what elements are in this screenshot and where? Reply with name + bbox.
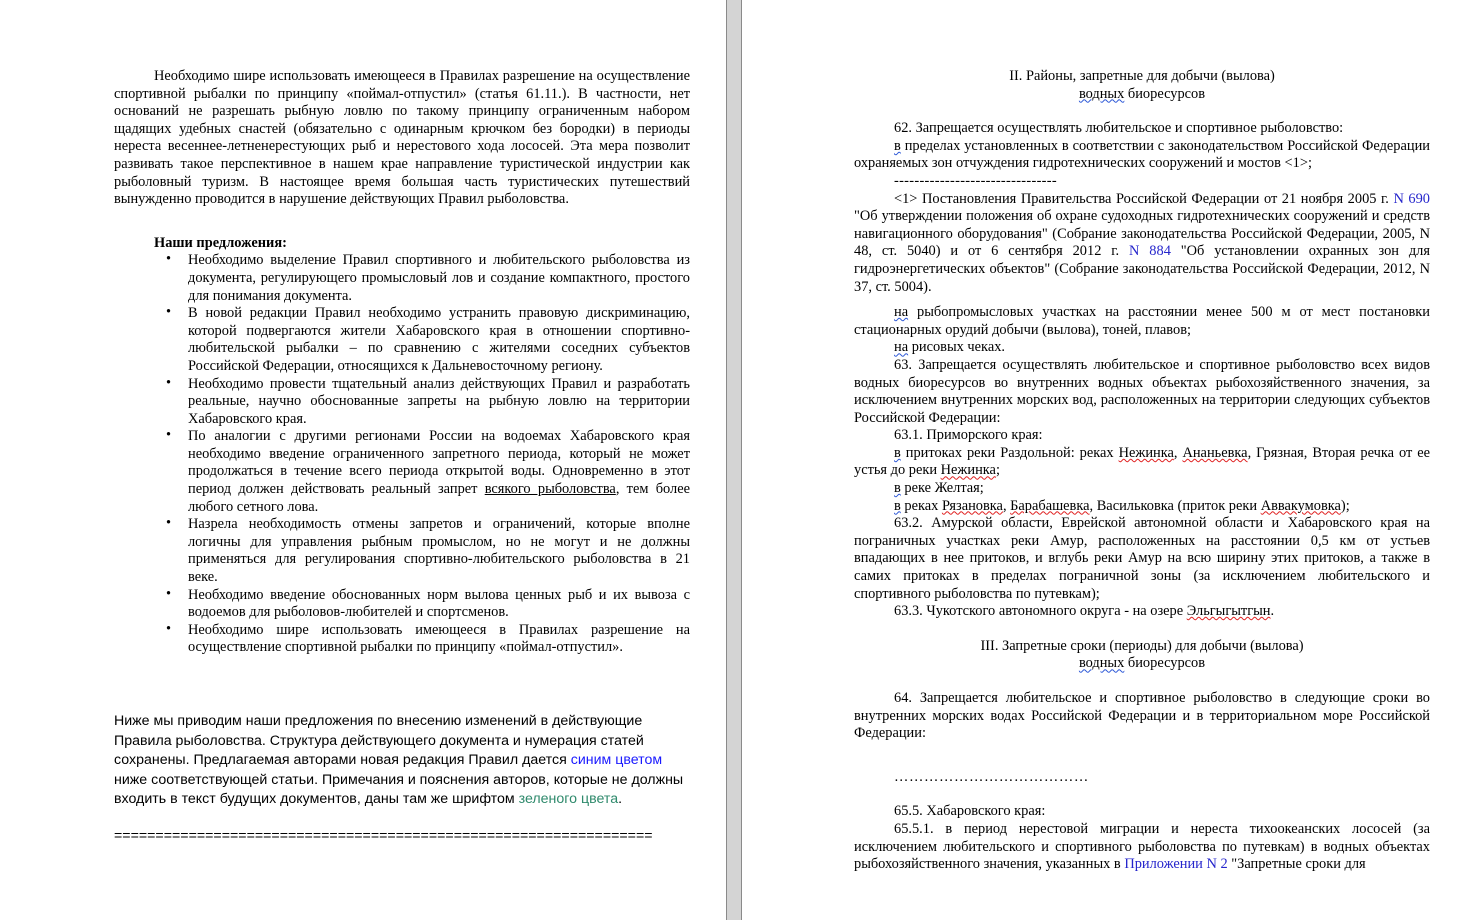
heading-text: биоресурсов xyxy=(1124,655,1206,672)
list-item-text: По аналогии с другими регионами России на водоемах Хабаровского края необходимо введение ограниченного запретного периода, который не может продолжаться в течение всего периода открытой воды. Одновременно в этот период должен действовать реальный запрет xyxy=(188,428,690,498)
item-63-1a xyxy=(854,445,1430,480)
item-63-1b xyxy=(854,480,1430,498)
heading-section-2-line2 xyxy=(854,86,1430,104)
spacer xyxy=(114,209,690,235)
blue-phrase: синим цветом xyxy=(570,752,663,769)
text: 65.5.1. в период нерестовой миграции и нереста тихоокеанских лососей (за исключением любительского и спортивного рыболовства по путевкам) в водных объектах рыбохозяйственного значения, указанных в xyxy=(854,820,1430,873)
item-63-1: 63.1. Приморского края: xyxy=(894,427,1043,444)
item-65-5: 65.5. Хабаровского края: xyxy=(894,803,1046,820)
text: , xyxy=(1173,444,1183,461)
spellcheck-word: в xyxy=(894,480,901,497)
spellcheck-word: водных xyxy=(1078,655,1125,672)
item-62a xyxy=(854,138,1430,173)
spellcheck-word: на xyxy=(894,304,909,321)
item-62c-text: рисовых чеках. xyxy=(908,339,1006,356)
page-left xyxy=(0,0,726,920)
intro-paragraph: Необходимо шире использовать имеющееся в Правилах разрешение на осуществление спортивной рыбалки по принципу «поймал-отпустил» (статья 61.11.). В частности, нет оснований не разрешать рыбную ловлю по такому принципу ограниченным набором щадящих удебных снастей (обязательно с одинарным крючком без бородки) в периоды нереста весеннее-летненерестующих рыб и нерестового хода лососей. Эта мера позволит развивать такое перспективное в нашем крае направление туристической индустрии как рыболовный туризм. В настоящее время большая часть туристических путешествий вынужденно проводится в нарушение действующих Правил рыболовства. xyxy=(114,68,690,208)
item-62: 62. Запрещается осуществлять любительское и спортивное рыболовство: xyxy=(894,120,1344,137)
text: , Грязная, Вторая речка от ее устья до реки xyxy=(854,444,1431,479)
separator-rule: ================================================================= xyxy=(114,827,653,844)
item-63-2: 63.2. Амурской области, Еврейской автономной области и Хабаровского края на пограничных участках реки Амур, расположенных на расстоянии 0,5 км от устьев впадающих в нее притоков, и вглубь реки Амур на всю ширину этих притоков, а также в самих притоках в пределах пограничной зоны (за исключением любительского и спортивного рыболовства по путевкам); xyxy=(854,515,1430,602)
spacer xyxy=(114,657,690,695)
green-phrase: зеленого цвета xyxy=(518,791,619,808)
spellcheck-word: водных xyxy=(1078,85,1125,102)
list-item: • В новой редакции Правил необходимо устранить правовую дискриминацию, которой подвергаются жители Хабаровского края в отношении спортивно-любительской рыбалки – по сравнению с жителями соседних субъектов Российской Федерации, относящихся к Дальневосточному региону. xyxy=(188,305,690,375)
link-n884[interactable]: N 884 xyxy=(1129,243,1171,260)
footnote-part1: <1> Постановления Правительства Российской Федерации от 21 ноября 2005 г. xyxy=(894,190,1394,207)
footnote-divider: -------------------------------- xyxy=(894,172,1057,189)
spellcheck-word: Нежинка xyxy=(940,462,996,479)
list-item: • Необходимо шире использовать имеющееся в Правилах разрешение на осуществление спортивной рыбалки по принципу «поймал-отпустил». xyxy=(188,622,690,657)
page-right xyxy=(742,0,1460,920)
footnote-1 xyxy=(854,191,1430,297)
item-63-3 xyxy=(854,603,1430,621)
spellcheck-word: в xyxy=(894,497,901,514)
item-63: 63. Запрещается осуществлять любительское и спортивное рыболовство всех видов водных биоресурсов во внутренних водных объектах рыбохозяйственного значения, за исключением внутренних морских вод, расположенных на территории следующих субъектов Российской Федерации: xyxy=(854,356,1430,426)
heading-text: биоресурсов xyxy=(1124,85,1206,102)
closing-note xyxy=(114,712,690,810)
proposals-heading: Наши предложения: xyxy=(154,234,287,251)
spacer xyxy=(114,810,690,827)
closing-note-part2: ниже соответствующей статьи. Примечания и пояснения авторов, которые не должны входить в текст будущих документов, даны там же шрифтом xyxy=(114,771,684,808)
underlined-phrase: всякого рыболовства xyxy=(484,481,616,498)
heading-section-3-line1: III. Запретные сроки (периоды) для добычи (вылова) xyxy=(980,637,1304,654)
heading-section-3-line2 xyxy=(854,655,1430,673)
list-item: • Назрела необходимость отмены запретов и ограничений, которые вполне логичны для управления рыбным промыслом, но не могут и не должны применяться для регулирования спортивно-любительского рыболовства в 21 веке. xyxy=(188,516,690,586)
spellcheck-word: в xyxy=(894,137,901,154)
footnote-part2: "Об утверждении положения об охране судоходных гидротехнических сооружений и средств навигационного оборудования" (Собрание законодательства Российской Федерации, 2005, N 48, ст. 5040) и от 6 сентября 2012 г. xyxy=(854,208,1430,260)
text: . xyxy=(1270,603,1275,620)
list-item-tail: , тем более любого сетного лова. xyxy=(188,481,690,515)
spellcheck-word: на xyxy=(894,339,909,356)
spellcheck-word: Рязановка xyxy=(941,497,1003,514)
link-n690[interactable]: N 690 xyxy=(1393,190,1431,207)
page-gutter xyxy=(726,0,742,920)
spacer xyxy=(114,695,690,712)
text: притоках реки Раздольной: реках xyxy=(900,444,1119,461)
text: , Васильковка (приток реки xyxy=(1089,497,1261,514)
spellcheck-word: в xyxy=(894,444,901,461)
spellcheck-word: Ананьевка xyxy=(1182,444,1248,461)
footnote-part3: "Об установлении охранных зон для гидроэнергетических объектов" (Собрание законодательства Российской Федерации, 2012, N 37, ст. 5004). xyxy=(854,243,1430,295)
spacer xyxy=(854,786,1430,803)
proposals-list xyxy=(114,252,690,657)
text: ); xyxy=(1340,497,1350,514)
spacer xyxy=(854,673,1430,690)
text: ; xyxy=(995,462,1000,479)
closing-note-part3: . xyxy=(618,791,623,808)
item-65-5-1 xyxy=(854,821,1430,874)
spellcheck-word: Аввакумовка xyxy=(1260,497,1341,514)
spacer xyxy=(854,296,1430,304)
text: , xyxy=(1002,497,1011,514)
item-62a-text: пределах установленных в соответствии с законодательством Российской Федерации охраняемых зон отчуждения гидротехнических сооружений и мостов <1>; xyxy=(854,137,1430,172)
item-62b-text: рыбопромысловых участках на расстоянии менее 500 м от мест постановки стационарных орудий добычи (вылова), тоней, плавов; xyxy=(854,304,1430,338)
item-62b xyxy=(854,304,1430,339)
list-item: • Необходимо введение обоснованных норм вылова ценных рыб и их вывоза с водоемов для рыболовов-любителей и спортсменов. xyxy=(188,587,690,622)
list-item xyxy=(188,428,690,516)
item-62c xyxy=(854,339,1430,357)
spacer xyxy=(854,621,1430,638)
heading-section-2-line1: II. Районы, запретные для добычи (вылова) xyxy=(1009,68,1275,84)
spellcheck-word: Барабашевка xyxy=(1010,497,1090,514)
spellcheck-word: Эльгыгытгын xyxy=(1186,603,1271,620)
item-63-1c xyxy=(854,498,1430,516)
link-prilozhenie-2[interactable]: Приложении N 2 xyxy=(1124,856,1228,873)
text: "Запретные сроки для xyxy=(1227,856,1366,873)
text: реке Желтая; xyxy=(900,480,984,497)
ellipsis-line: ………………………………… xyxy=(894,768,1089,785)
spacer xyxy=(854,743,1430,769)
list-item: • Необходимо выделение Правил спортивного и любительского рыболовства из документа, регулирующего промысловый лов и создание компактного, простого для понимания документа. xyxy=(188,252,690,305)
item-64: 64. Запрещается любительское и спортивное рыболовство в следующие сроки во внутренних морских водах Российской Федерации и в территориальном море Российской Федерации: xyxy=(854,690,1430,742)
text: реках xyxy=(900,497,942,514)
closing-note-part1: Ниже мы приводим наши предложения по внесению изменений в действующие Правила рыболовства. Структура действующего документа и нумерация статей сохранены. Предлагаемая авторами новая редакция Правил дается xyxy=(114,713,644,769)
spellcheck-word: Нежинка xyxy=(1118,444,1174,461)
list-item: • Необходимо провести тщательный анализ действующих Правил и разработать реальные, научно обоснованные запреты на рыбную ловлю на территории Хабаровского края. xyxy=(188,376,690,429)
text: 63.3. Чукотского автономного округа - на озере xyxy=(894,603,1187,620)
spacer xyxy=(854,103,1430,120)
